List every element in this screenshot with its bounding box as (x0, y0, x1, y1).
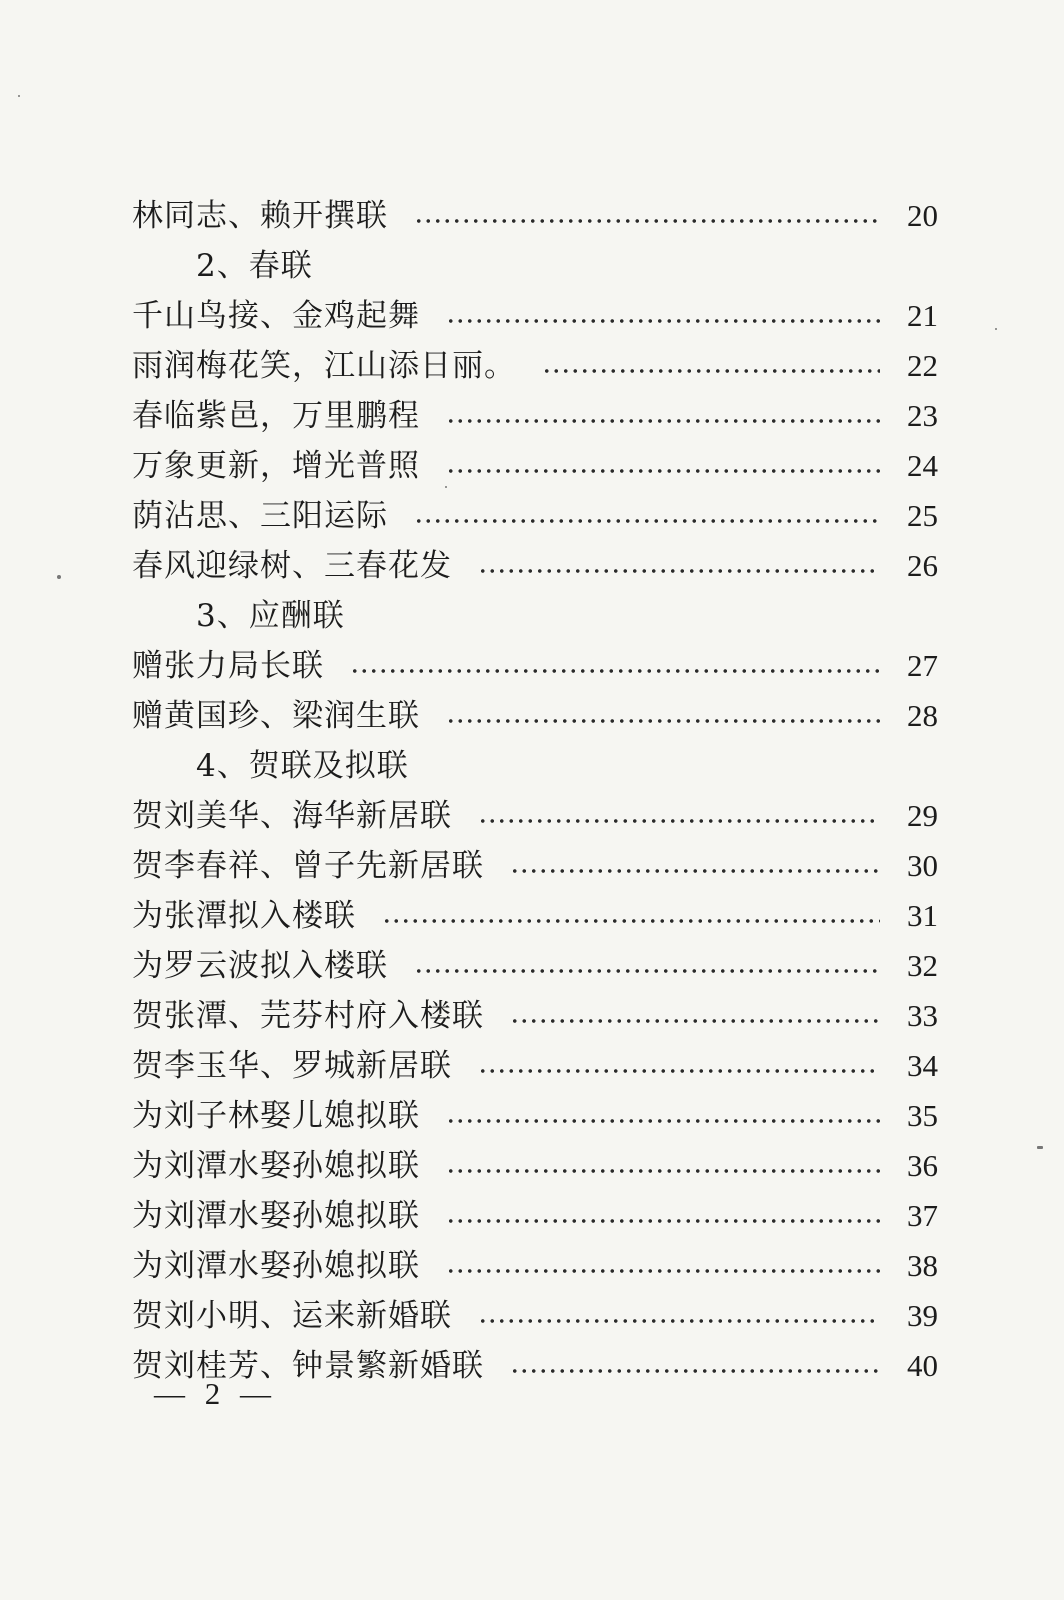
entry-title: 为张潭拟入楼联 (132, 898, 356, 934)
entry-title: 千山鸟接、金鸡起舞 (132, 298, 420, 334)
dot-leader (478, 569, 880, 573)
entry-title: 为罗云波拟入楼联 (132, 948, 388, 984)
entry-page-number: 37 (907, 1198, 938, 1233)
dot-leader (350, 669, 880, 673)
entry-page-number: 38 (907, 1248, 938, 1283)
dot-leader (446, 1119, 880, 1123)
entry-title: 春临紫邑，万里鹏程 (132, 398, 420, 434)
table-of-contents (132, 191, 938, 1391)
dot-leader (478, 819, 880, 823)
toc-section-heading (132, 241, 938, 291)
page-number-footer: — 2 — (154, 1376, 277, 1411)
section-title: 2、春联 (196, 248, 313, 284)
dot-leader (478, 1069, 880, 1073)
dot-leader (446, 469, 880, 473)
toc-entry (132, 491, 938, 541)
entry-page-number: 22 (907, 348, 938, 383)
entry-title: 赠黄国珍、梁润生联 (132, 698, 420, 734)
entry-title: 为刘潭水娶孙媳拟联 (132, 1248, 420, 1284)
dot-leader (446, 319, 880, 323)
entry-title: 为刘潭水娶孙媳拟联 (132, 1198, 420, 1234)
toc-entry (132, 691, 938, 741)
dot-leader (510, 1019, 880, 1023)
toc-entry (132, 641, 938, 691)
entry-page-number: 36 (907, 1148, 938, 1183)
dot-leader (446, 1169, 880, 1173)
toc-entry (132, 541, 938, 591)
entry-title: 贺李玉华、罗城新居联 (132, 1048, 452, 1084)
entry-page-number: 39 (907, 1298, 938, 1333)
entry-page-number: 34 (907, 1048, 938, 1083)
entry-page-number: 29 (907, 798, 938, 833)
entry-page-number: 23 (907, 398, 938, 433)
toc-section-heading (132, 591, 938, 641)
toc-entry (132, 941, 938, 991)
dot-leader (446, 719, 880, 723)
paper-speckle (1037, 1146, 1043, 1149)
dot-leader (414, 519, 880, 523)
entry-title: 春风迎绿树、三春花发 (132, 548, 452, 584)
entry-page-number: 24 (907, 448, 938, 483)
section-title: 4、贺联及拟联 (196, 748, 409, 784)
entry-title: 林同志、赖开撰联 (132, 198, 388, 234)
entry-page-number: 21 (907, 298, 938, 333)
entry-title: 万象更新，增光普照 (132, 448, 420, 484)
toc-entry (132, 341, 938, 391)
toc-entry (132, 391, 938, 441)
entry-title: 贺张潭、芫芬村府入楼联 (132, 998, 484, 1034)
entry-page-number: 30 (907, 848, 938, 883)
toc-entry (132, 841, 938, 891)
toc-entry (132, 1091, 938, 1141)
entry-title: 赠张力局长联 (132, 648, 324, 684)
toc-entry (132, 291, 938, 341)
toc-entry (132, 991, 938, 1041)
entry-page-number: 26 (907, 548, 938, 583)
dot-leader (542, 369, 880, 373)
toc-entry (132, 1041, 938, 1091)
dot-leader (414, 219, 880, 223)
entry-page-number: 35 (907, 1098, 938, 1133)
section-title: 3、应酬联 (196, 598, 345, 634)
dot-leader (446, 1219, 880, 1223)
dot-leader (446, 419, 880, 423)
dot-leader (478, 1319, 880, 1323)
paper-speckle (995, 328, 997, 330)
toc-entry (132, 1241, 938, 1291)
paper-speckle (18, 95, 20, 97)
paper-speckle (57, 575, 61, 579)
dot-leader (446, 1269, 880, 1273)
entry-page-number: 20 (907, 198, 938, 233)
entry-page-number: 27 (907, 648, 938, 683)
toc-section-heading (132, 741, 938, 791)
toc-entry (132, 1291, 938, 1341)
entry-page-number: 25 (907, 498, 938, 533)
toc-entry (132, 1141, 938, 1191)
toc-entry (132, 791, 938, 841)
entry-title: 雨润梅花笑，江山添日丽。 (132, 348, 516, 384)
dot-leader (414, 969, 880, 973)
entry-title: 贺李春祥、曾子先新居联 (132, 848, 484, 884)
entry-title: 贺刘小明、运来新婚联 (132, 1298, 452, 1334)
entry-title: 贺刘桂芳、钟景繁新婚联 (132, 1348, 484, 1384)
entry-title: 贺刘美华、海华新居联 (132, 798, 452, 834)
entry-page-number: 40 (907, 1348, 938, 1383)
entry-title: 为刘潭水娶孙媳拟联 (132, 1148, 420, 1184)
entry-page-number: 31 (907, 898, 938, 933)
entry-page-number: 33 (907, 998, 938, 1033)
dot-leader (382, 919, 880, 923)
dot-leader (510, 1369, 880, 1373)
dot-leader (510, 869, 880, 873)
toc-entry (132, 191, 938, 241)
entry-title: 为刘子林娶儿媳拟联 (132, 1098, 420, 1134)
toc-entry (132, 891, 938, 941)
entry-page-number: 28 (907, 698, 938, 733)
entry-title: 荫沾思、三阳运际 (132, 498, 388, 534)
entry-page-number: 32 (907, 948, 938, 983)
toc-entry (132, 441, 938, 491)
toc-entry (132, 1191, 938, 1241)
